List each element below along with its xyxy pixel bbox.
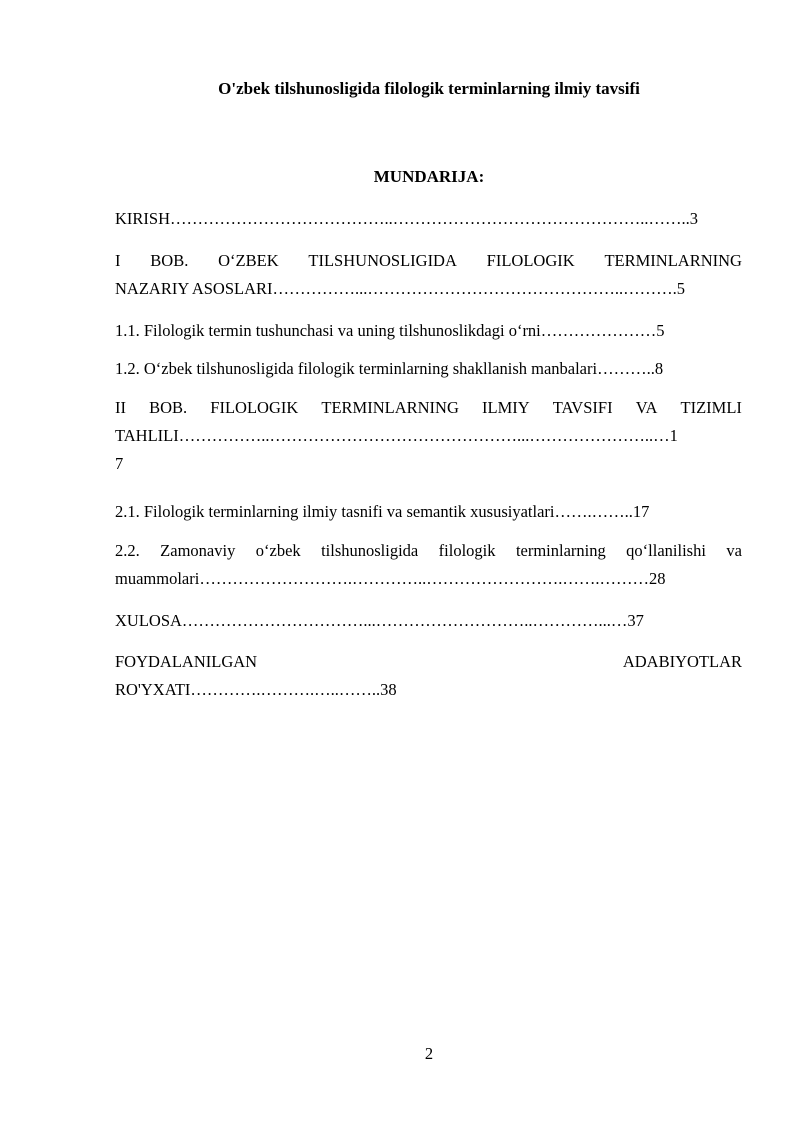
toc-entry-line-2: NAZARIY ASOSLARI……………...………………………………………..……….5 [115, 279, 686, 298]
toc-entry-1-2[interactable] [115, 355, 742, 383]
toc-word: BOB. [149, 398, 188, 417]
toc-entry-bob-1[interactable] [115, 247, 742, 303]
toc-word: ILMIY [482, 398, 530, 417]
toc-word: BOB. [150, 251, 189, 270]
toc-word: o‘zbek [255, 541, 301, 560]
toc-word: II [115, 398, 126, 417]
toc-word: va [726, 541, 742, 560]
toc-entry-line-2: RO'YXATI………….……….…..……..38 [115, 680, 397, 699]
toc-word: 2.2. [115, 541, 140, 560]
toc-word: FILOLOGIK [486, 251, 575, 270]
toc-word: TIZIMLI [680, 398, 742, 417]
toc-entry-line-1 [115, 394, 742, 422]
toc-entry-text: 1.1. Filologik termin tushunchasi va uning tilshunoslikdagi o‘rni…………………5 [115, 321, 665, 340]
page-number: 2 [424, 1044, 434, 1063]
toc-word: O‘ZBEK [218, 251, 279, 270]
toc-heading: MUNDARIJA: [373, 167, 485, 186]
toc-word: tilshunosligida [321, 541, 419, 560]
toc-word: TILSHUNOSLIGIDA [308, 251, 457, 270]
toc-entry-kirish[interactable] [115, 205, 742, 233]
toc-entry-line-1 [115, 648, 742, 676]
toc-word: filologik [438, 541, 496, 560]
toc-word: qo‘llanilishi [626, 541, 706, 560]
toc-word: FOYDALANILGAN [115, 652, 258, 671]
toc-entry-line-3: 7 [115, 454, 124, 473]
toc-word: FILOLOGIK [210, 398, 299, 417]
toc-word: ADABIYOTLAR [622, 652, 742, 671]
toc-entry-text: 2.1. Filologik terminlarning ilmiy tasnifi va semantik xususiyatlari…….……..17 [115, 502, 650, 521]
toc-word: TAVSIFI [552, 398, 613, 417]
toc-word: VA [635, 398, 658, 417]
document-title: O'zbek tilshunosligida filologik terminlarning ilmiy tavsifi [218, 79, 640, 98]
toc-entry-line-2: muammolari……………………….…………..…………………….…….………28 [115, 569, 666, 588]
toc-entry-2-1[interactable] [115, 498, 742, 526]
toc-entry-text: 1.2. O‘zbek tilshunosligida filologik terminlarning shakllanish manbalari………..8 [115, 359, 664, 378]
toc-entry-line-1 [115, 247, 742, 275]
toc-entry-2-2[interactable] [115, 537, 742, 593]
toc-entry-xulosa[interactable] [115, 607, 742, 635]
toc-entry-line-1 [115, 537, 742, 565]
toc-entry-text: KIRISH…………………………………..………………………………………..……..3 [115, 209, 699, 228]
toc-word: TERMINLARNING [321, 398, 459, 417]
toc-entry-adabiyotlar[interactable] [115, 648, 742, 704]
toc-entry-line-2: TAHLILI……………..………………………………………...…………………..…1 [115, 426, 678, 445]
toc-entry-bob-2[interactable] [115, 394, 742, 478]
toc-word: I [115, 251, 121, 270]
toc-entry-1-1[interactable] [115, 317, 742, 345]
toc-word: TERMINLARNING [604, 251, 742, 270]
toc-entry-text: XULOSA……………………………...………………………..…………...…37 [115, 611, 644, 630]
toc-word: Zamonaviy [160, 541, 236, 560]
toc-word: terminlarning [515, 541, 606, 560]
